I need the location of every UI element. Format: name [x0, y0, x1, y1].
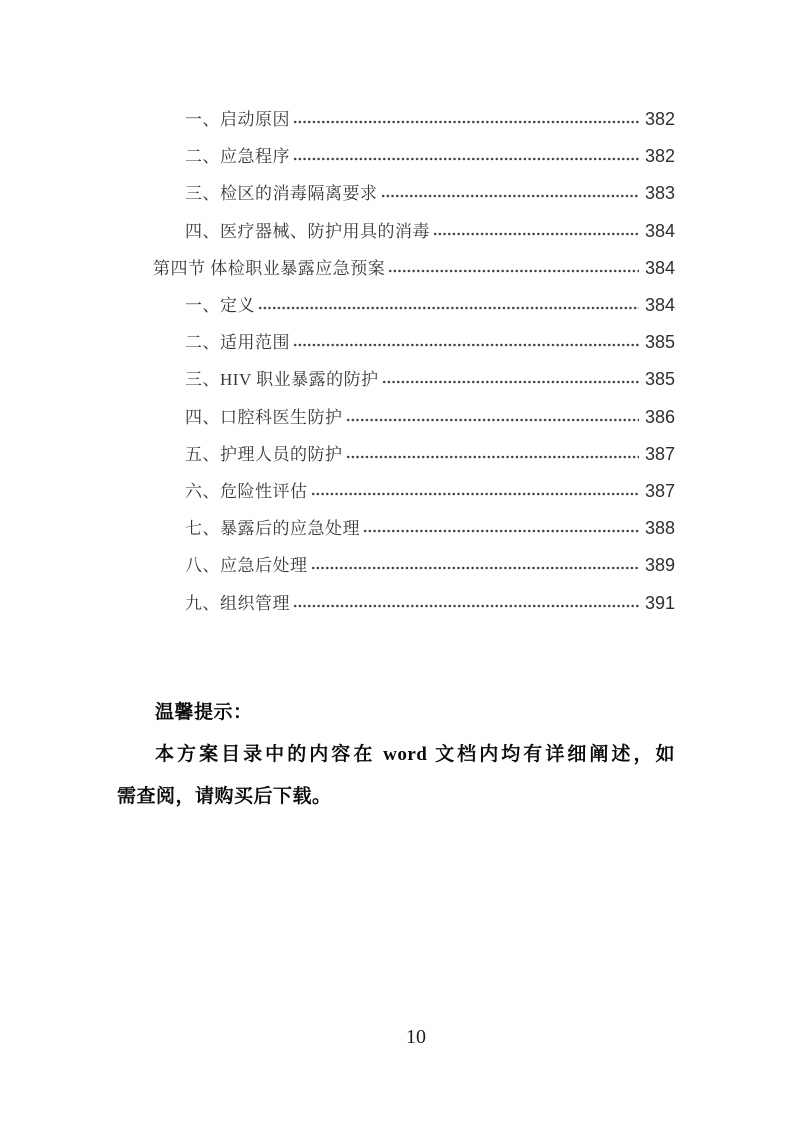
- toc-entry-label: 四、医疗器械、防护用具的消毒: [185, 221, 430, 241]
- toc-entry-page-number: 384: [644, 295, 675, 316]
- toc-leader-dots: [258, 306, 639, 310]
- toc-entry-page-number: 389: [644, 555, 675, 576]
- toc-leader-dots: [346, 418, 640, 422]
- toc-entry: [117, 324, 675, 361]
- toc-entry-label: 八、应急后处理: [185, 556, 308, 576]
- toc-entry: [117, 175, 675, 212]
- toc-entry: [117, 213, 675, 250]
- toc: [117, 101, 675, 622]
- footer-page-number: 10: [406, 1026, 426, 1048]
- toc-entry: [117, 585, 675, 622]
- toc-entry: [117, 138, 675, 175]
- toc-leader-dots: [381, 194, 640, 198]
- toc-entry: [117, 101, 675, 138]
- toc-entry-label: 五、护理人员的防护: [185, 444, 343, 464]
- notice-paragraph: [117, 692, 675, 818]
- toc-entry-label: 六、危险性评估: [185, 482, 308, 502]
- toc-leader-dots: [311, 566, 640, 570]
- toc-entry: [117, 473, 675, 510]
- toc-entry-label: 七、暴露后的应急处理: [185, 519, 360, 539]
- toc-entry-page-number: 382: [644, 146, 675, 167]
- toc-entry-label: 二、适用范围: [185, 333, 290, 353]
- toc-entry-label: 四、口腔科医生防护: [185, 407, 343, 427]
- toc-leader-dots: [433, 232, 639, 236]
- toc-entry-page-number: 384: [644, 220, 675, 241]
- toc-entry-label: 一、定义: [185, 296, 255, 316]
- toc-entry: [117, 250, 675, 287]
- toc-entry: [117, 361, 675, 398]
- toc-entry: [117, 287, 675, 324]
- notice-body-line: 本方案目录中的内容在 word 文档内均有详细阐述，如: [155, 744, 675, 765]
- notice-heading: 温馨提示：: [155, 702, 253, 723]
- toc-leader-dots: [293, 343, 639, 347]
- toc-entry: [117, 436, 675, 473]
- toc-entry-page-number: 385: [644, 332, 675, 353]
- toc-entry-page-number: 391: [644, 592, 675, 613]
- toc-entry-label: 三、检区的消毒隔离要求: [185, 184, 378, 204]
- toc-entry-page-number: 385: [644, 369, 675, 390]
- toc-leader-dots: [293, 157, 639, 161]
- toc-leader-dots: [293, 604, 639, 608]
- toc-leader-dots: [363, 529, 639, 533]
- toc-entry-page-number: 386: [644, 406, 675, 427]
- toc-entry-page-number: 388: [644, 518, 675, 539]
- toc-leader-dots: [311, 492, 640, 496]
- toc-leader-dots: [293, 120, 639, 124]
- toc-entry-page-number: 383: [644, 183, 675, 204]
- toc-entry-label: 一、启动原因: [185, 110, 290, 129]
- toc-entry: [117, 510, 675, 547]
- toc-entry-label: 三、HIV 职业暴露的防护: [185, 370, 379, 390]
- toc-entry-page-number: 382: [644, 109, 675, 129]
- toc-leader-dots: [382, 380, 639, 384]
- notice-body-line: 需查阅，请购买后下载。: [117, 786, 332, 807]
- toc-leader-dots: [346, 455, 640, 459]
- toc-entry-label: 二、应急程序: [185, 147, 290, 167]
- toc-entry-label: 九、组织管理: [185, 593, 290, 613]
- toc-entry: [117, 399, 675, 436]
- toc-entry-label: 第四节 体检职业暴露应急预案: [153, 258, 386, 278]
- toc-leader-dots: [388, 269, 639, 273]
- toc-entry: [117, 547, 675, 584]
- toc-entry-page-number: 387: [644, 443, 675, 464]
- toc-entry-page-number: 384: [644, 257, 675, 278]
- toc-entry-page-number: 387: [644, 481, 675, 502]
